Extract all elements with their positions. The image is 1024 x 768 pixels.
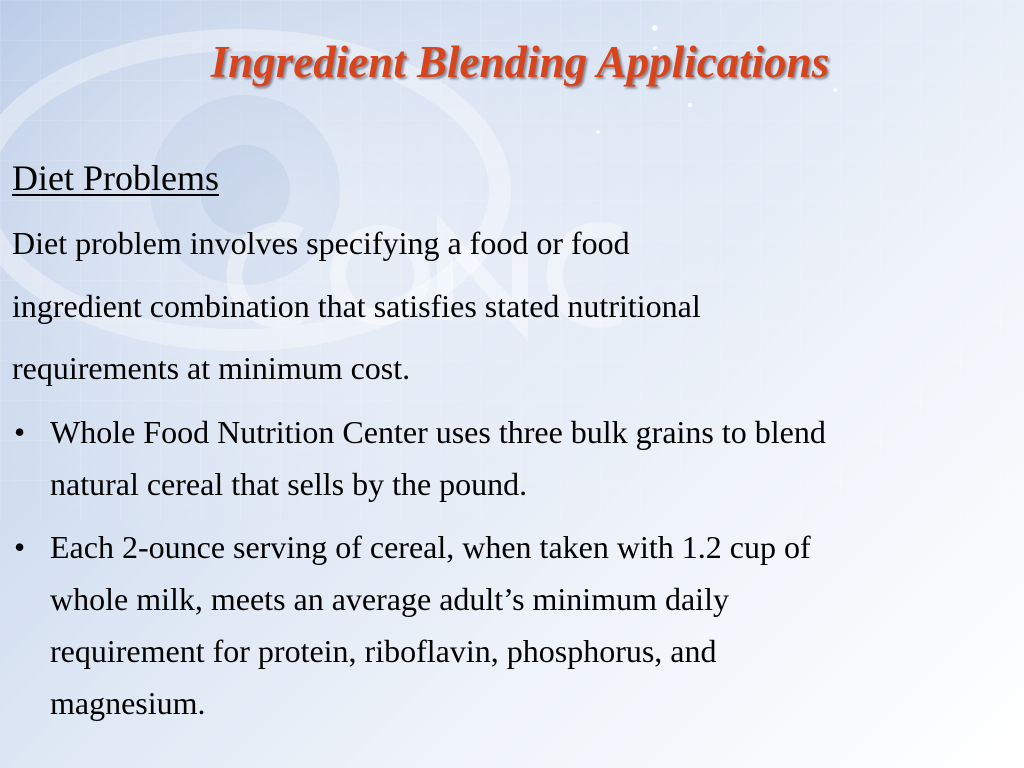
bullet-marker: •	[14, 414, 26, 450]
bullet-line: Whole Food Nutrition Center uses three bulk grains to blend	[50, 414, 826, 450]
bullet-line: requirement for protein, riboflavin, phosphorus, and	[50, 633, 717, 669]
bullet-line: natural cereal that sells by the pound.	[50, 466, 528, 502]
bullet-item	[12, 521, 1020, 729]
bullet-line: magnesium.	[50, 685, 206, 721]
slide-title: Ingredient Blending Applications	[210, 37, 830, 87]
intro-line: ingredient combination that satisfies stated nutritional	[12, 288, 701, 324]
section-heading: Diet Problems	[12, 158, 219, 198]
bullet-marker: •	[14, 529, 26, 565]
bullet-text	[50, 406, 1020, 510]
bullet-item	[12, 406, 1020, 510]
intro-line: Diet problem involves specifying a food or food	[12, 225, 630, 261]
bullet-line: Each 2-ounce serving of cereal, when taken with 1.2 cup of	[50, 529, 811, 565]
intro-line: requirements at minimum cost.	[12, 350, 411, 386]
bullet-text	[50, 521, 1020, 729]
bullet-line: whole milk, meets an average adult’s minimum daily	[50, 581, 729, 617]
